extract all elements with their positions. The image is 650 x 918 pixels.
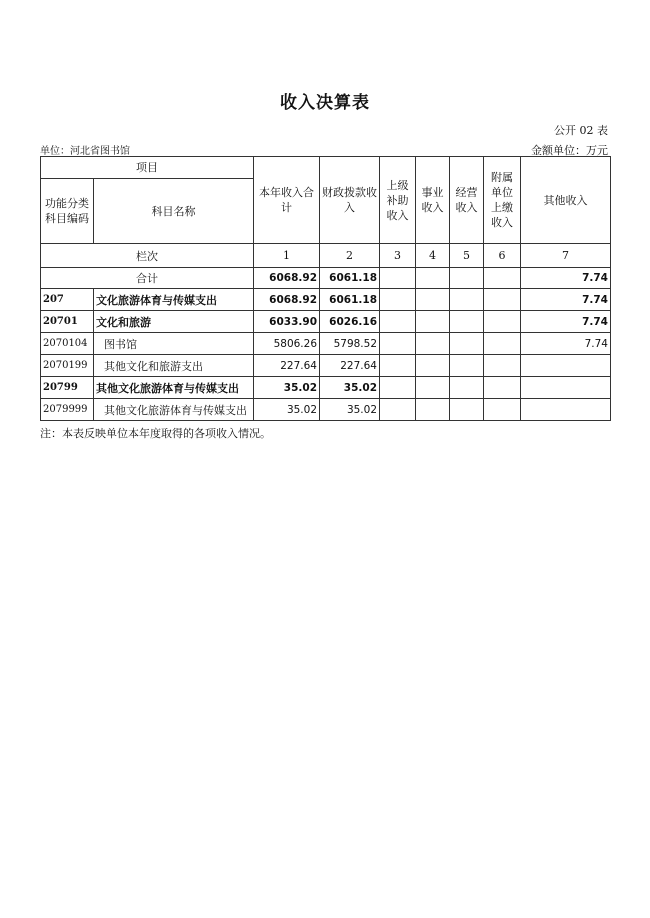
- row-c7: 7.74: [521, 289, 611, 311]
- header-col2: 财政拨款收入: [320, 157, 380, 244]
- column-number: 5: [450, 244, 484, 268]
- row-code: 2079999: [41, 399, 94, 421]
- header-func-code: 功能分类科目编码: [41, 179, 94, 244]
- row-c7: 7.74: [521, 311, 611, 333]
- row-c7: 7.74: [521, 333, 611, 355]
- row-c1: 35.02: [254, 377, 320, 399]
- table-row: [41, 399, 611, 421]
- header-col6: 附属单位上缴收入: [484, 157, 521, 244]
- row-code: 20799: [41, 377, 94, 399]
- row-c7: [521, 355, 611, 377]
- row-name: 文化旅游体育与传媒支出: [94, 289, 254, 311]
- column-number: 7: [521, 244, 611, 268]
- row-code: 2070199: [41, 355, 94, 377]
- table-row: [41, 311, 611, 333]
- money-unit-label: 金额单位：万元: [531, 144, 608, 157]
- header-subject-name: 科目名称: [94, 179, 254, 244]
- total-label: 合计: [41, 268, 254, 289]
- column-number: 4: [416, 244, 450, 268]
- row-c1: 35.02: [254, 399, 320, 421]
- header-col3: 上级补助收入: [380, 157, 416, 244]
- row-code: 20701: [41, 311, 94, 333]
- form-number: 公开 02 表: [554, 124, 608, 137]
- page-title: 收入决算表: [280, 93, 370, 113]
- row-c7: [521, 399, 611, 421]
- row-c2: 6026.16: [320, 311, 380, 333]
- row-name: 其他文化和旅游支出: [94, 355, 254, 377]
- table-note: 注：本表反映单位本年度取得的各项收入情况。: [40, 427, 271, 440]
- unit-label: 单位：河北省图书馆: [40, 146, 130, 157]
- column-number-row: [41, 244, 611, 268]
- row-name: 文化和旅游: [94, 311, 254, 333]
- table-row: [41, 355, 611, 377]
- header-col7: 其他收入: [521, 157, 611, 244]
- header-col1: 本年收入合计: [254, 157, 320, 244]
- row-c2: 35.02: [320, 399, 380, 421]
- row-c1: 5806.26: [254, 333, 320, 355]
- column-row-label: 栏次: [41, 244, 254, 268]
- row-name: 其他文化旅游体育与传媒支出: [94, 399, 254, 421]
- row-c1: 6033.90: [254, 311, 320, 333]
- column-number: 6: [484, 244, 521, 268]
- total-c1: 6068.92: [254, 268, 320, 289]
- row-c7: [521, 377, 611, 399]
- row-c2: 35.02: [320, 377, 380, 399]
- row-c2: 6061.18: [320, 289, 380, 311]
- row-c2: 227.64: [320, 355, 380, 377]
- header-col4: 事业收入: [416, 157, 450, 244]
- header-col5: 经营收入: [450, 157, 484, 244]
- row-c1: 6068.92: [254, 289, 320, 311]
- column-number: 3: [380, 244, 416, 268]
- column-number: 1: [254, 244, 320, 268]
- row-c1: 227.64: [254, 355, 320, 377]
- table-row: [41, 289, 611, 311]
- row-code: 2070104: [41, 333, 94, 355]
- total-c7: 7.74: [521, 268, 611, 289]
- table-row: [41, 377, 611, 399]
- header-project: 项目: [41, 157, 254, 179]
- table-row: [41, 333, 611, 355]
- column-number: 2: [320, 244, 380, 268]
- total-row: [41, 268, 611, 289]
- row-name: 图书馆: [94, 333, 254, 355]
- row-c2: 5798.52: [320, 333, 380, 355]
- row-code: 207: [41, 289, 94, 311]
- row-name: 其他文化旅游体育与传媒支出: [94, 377, 254, 399]
- total-c2: 6061.18: [320, 268, 380, 289]
- income-table: [40, 156, 611, 421]
